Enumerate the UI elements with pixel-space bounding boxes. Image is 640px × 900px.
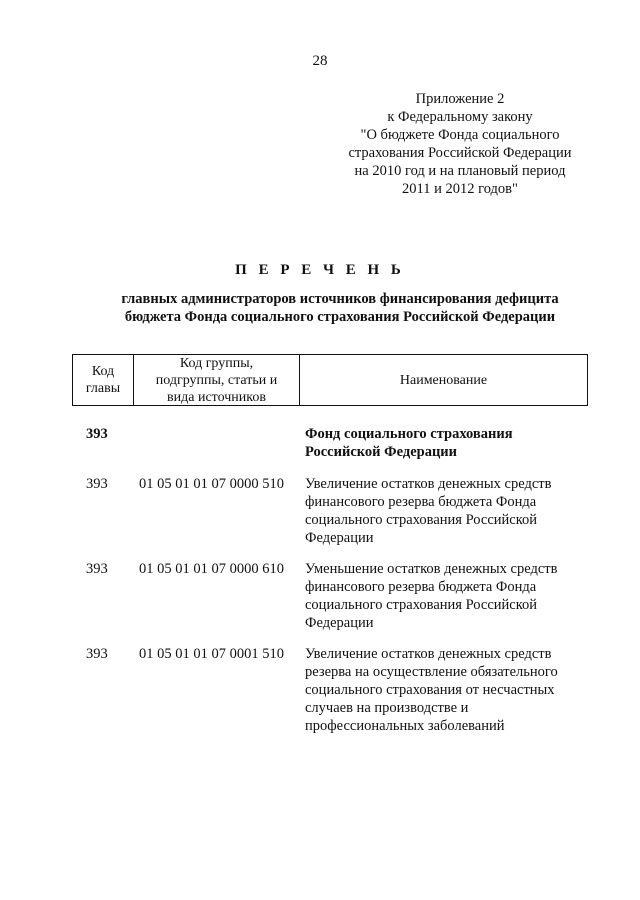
appendix-line: страхования Российской Федерации — [348, 145, 572, 161]
row-code: 393 — [86, 426, 108, 442]
header-line: Код — [91, 364, 115, 379]
row-name-line: Увеличение остатков денежных средств — [305, 476, 552, 492]
row-name — [305, 645, 585, 735]
page-number: 28 — [312, 53, 328, 69]
header-name: Наименование — [399, 372, 488, 388]
header-line: вида источников — [167, 389, 266, 405]
row-name-line: Уменьшение остатков денежных средств — [305, 561, 558, 577]
row-name — [305, 425, 585, 461]
appendix-line: к Федеральному закону — [387, 109, 533, 125]
row-name-line: Фонд социального страхования — [305, 426, 513, 442]
row-name-line: социального страхования от несчастных — [305, 682, 555, 698]
appendix-line: на 2010 год и на плановый период — [354, 163, 566, 179]
row-group-code: 01 05 01 01 07 0001 510 — [139, 646, 284, 662]
row-name — [305, 560, 585, 632]
row-name-line: Федерации — [305, 530, 374, 546]
row-name-line: Увеличение остатков денежных средств — [305, 646, 552, 662]
row-name-line: финансового резерва бюджета Фонда — [305, 579, 537, 595]
row-name-line: Федерации — [305, 615, 374, 631]
document-title: П Е Р Е Ч Е Н Ь — [235, 262, 405, 278]
document-subtitle — [60, 290, 620, 326]
row-group-code: 01 05 01 01 07 0000 610 — [139, 561, 284, 577]
row-name-line: Российской Федерации — [305, 444, 458, 460]
header-line: Код группы, — [179, 355, 254, 371]
appendix-line: "О бюджете Фонда социального — [360, 127, 560, 143]
header-chapter-code — [73, 355, 134, 405]
row-name-line: профессиональных заболеваний — [305, 718, 505, 734]
row-name — [305, 475, 585, 547]
row-name-line: социального страхования Российской — [305, 597, 538, 613]
subtitle-line: главных администраторов источников финансирования дефицита — [121, 291, 559, 307]
row-code: 393 — [86, 646, 108, 662]
row-code: 393 — [86, 561, 108, 577]
row-code: 393 — [86, 476, 108, 492]
header-line: подгруппы, статьи и — [155, 372, 278, 388]
row-name-line: резерва на осуществление обязательного — [305, 664, 558, 680]
header-group-code — [134, 355, 300, 405]
appendix-line: Приложение 2 — [415, 91, 505, 107]
appendix-note — [315, 90, 605, 198]
subtitle-line: бюджета Фонда социального страхования Российской Федерации — [124, 309, 556, 325]
table-header — [72, 354, 588, 406]
appendix-line: 2011 и 2012 годов" — [402, 181, 518, 197]
row-name-line: социального страхования Российской — [305, 512, 538, 528]
row-group-code: 01 05 01 01 07 0000 510 — [139, 476, 284, 492]
row-name-line: случаев на производстве и — [305, 700, 469, 716]
row-name-line: финансового резерва бюджета Фонда — [305, 494, 537, 510]
header-line: главы — [85, 381, 121, 396]
